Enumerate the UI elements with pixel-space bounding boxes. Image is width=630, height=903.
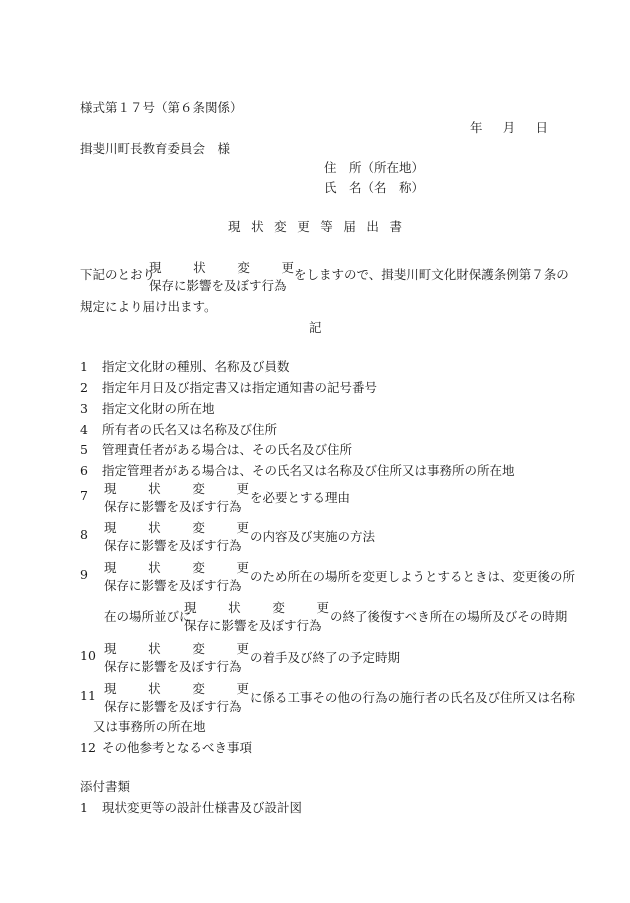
intro-lead: 下記のとおり — [80, 267, 156, 282]
list-item-text: の着手及び終了の予定時期 — [250, 650, 401, 665]
addressee: 揖斐川町長教育委員会 様 — [80, 141, 231, 156]
title-char: 書 — [389, 219, 402, 234]
stacked-phrase: 現 状 変 更 保存に影響を及ぼす行為 — [184, 600, 329, 633]
title-char: 等 — [320, 219, 333, 234]
stacked-phrase: 現 状 変 更 保存に影響を及ぼす行為 — [104, 560, 249, 593]
page-title — [228, 217, 402, 235]
list-item-number: 8 — [80, 527, 88, 542]
stacked-phrase: 現 状 変 更 保存に影響を及ぼす行為 — [104, 681, 249, 714]
list-item-number: 11 — [80, 688, 96, 703]
stacked-phrase: 現 状 変 更 保存に影響を及ぼす行為 — [104, 481, 249, 514]
stacked-phrase: 現 状 変 更 保存に影響を及ぼす行為 — [104, 641, 249, 674]
list-item-text: の内容及び実施の方法 — [250, 529, 376, 544]
title-char: 届 — [343, 219, 356, 234]
list-item: 12 その他参考となるべき事項 — [80, 740, 253, 755]
stacked-phrase: 現 状 変 更 保存に影響を及ぼす行為 — [149, 260, 294, 293]
intro-trail: をしますので、揖斐川町文化財保護条例第７条の — [294, 267, 569, 282]
list-item: 6 指定管理者がある場合は、その氏名又は名称及び住所又は事務所の所在地 — [80, 463, 515, 478]
list-item: 3 指定文化財の所在地 — [80, 401, 215, 416]
list-item-text: を必要とする理由 — [250, 490, 351, 505]
list-item: 5 管理責任者がある場合は、その氏名及び住所 — [80, 442, 353, 457]
list-item-continuation: 又は事務所の所在地 — [93, 719, 206, 734]
date-line — [470, 118, 548, 136]
date-day: 日 — [535, 120, 548, 135]
title-char: 更 — [297, 219, 310, 234]
list-item-number: 10 — [80, 648, 96, 663]
name-label: 氏 名（名 称） — [324, 180, 425, 195]
date-year: 年 — [470, 120, 483, 135]
title-char: 現 — [228, 219, 241, 234]
list-item-continuation: 在の場所並びに — [104, 609, 192, 624]
list-item: 1 指定文化財の種別、名称及び員数 — [80, 359, 290, 374]
intro-line2: 規定により届け出ます。 — [80, 299, 217, 314]
date-month: 月 — [502, 120, 516, 135]
list-item: 2 指定年月日及び指定書又は指定通知書の記号番号 — [80, 380, 378, 395]
attachments-heading: 添付書類 — [80, 779, 131, 794]
title-char: 出 — [366, 219, 379, 234]
form-number: 様式第１７号（第６条関係） — [80, 100, 243, 115]
list-item-number: 9 — [80, 567, 88, 582]
title-char: 状 — [251, 219, 264, 234]
list-item-text: に係る工事その他の行為の施行者の氏名及び住所又は名称 — [250, 690, 576, 705]
ki-mark: 記 — [309, 320, 322, 335]
list-item-text: のため所在の場所を変更しようとするときは、変更後の所 — [250, 569, 576, 584]
attachment-item: 1 現状変更等の設計仕様書及び設計図 — [80, 800, 303, 815]
address-label: 住 所（所在地） — [324, 160, 425, 175]
list-item: 4 所有者の氏名又は名称及び住所 — [80, 422, 278, 437]
list-item-number: 7 — [80, 488, 88, 503]
title-char: 変 — [274, 219, 287, 234]
list-item-continuation: の終了後復すべき所在の場所及びその時期 — [330, 609, 568, 624]
stacked-phrase: 現 状 変 更 保存に影響を及ぼす行為 — [104, 520, 249, 553]
